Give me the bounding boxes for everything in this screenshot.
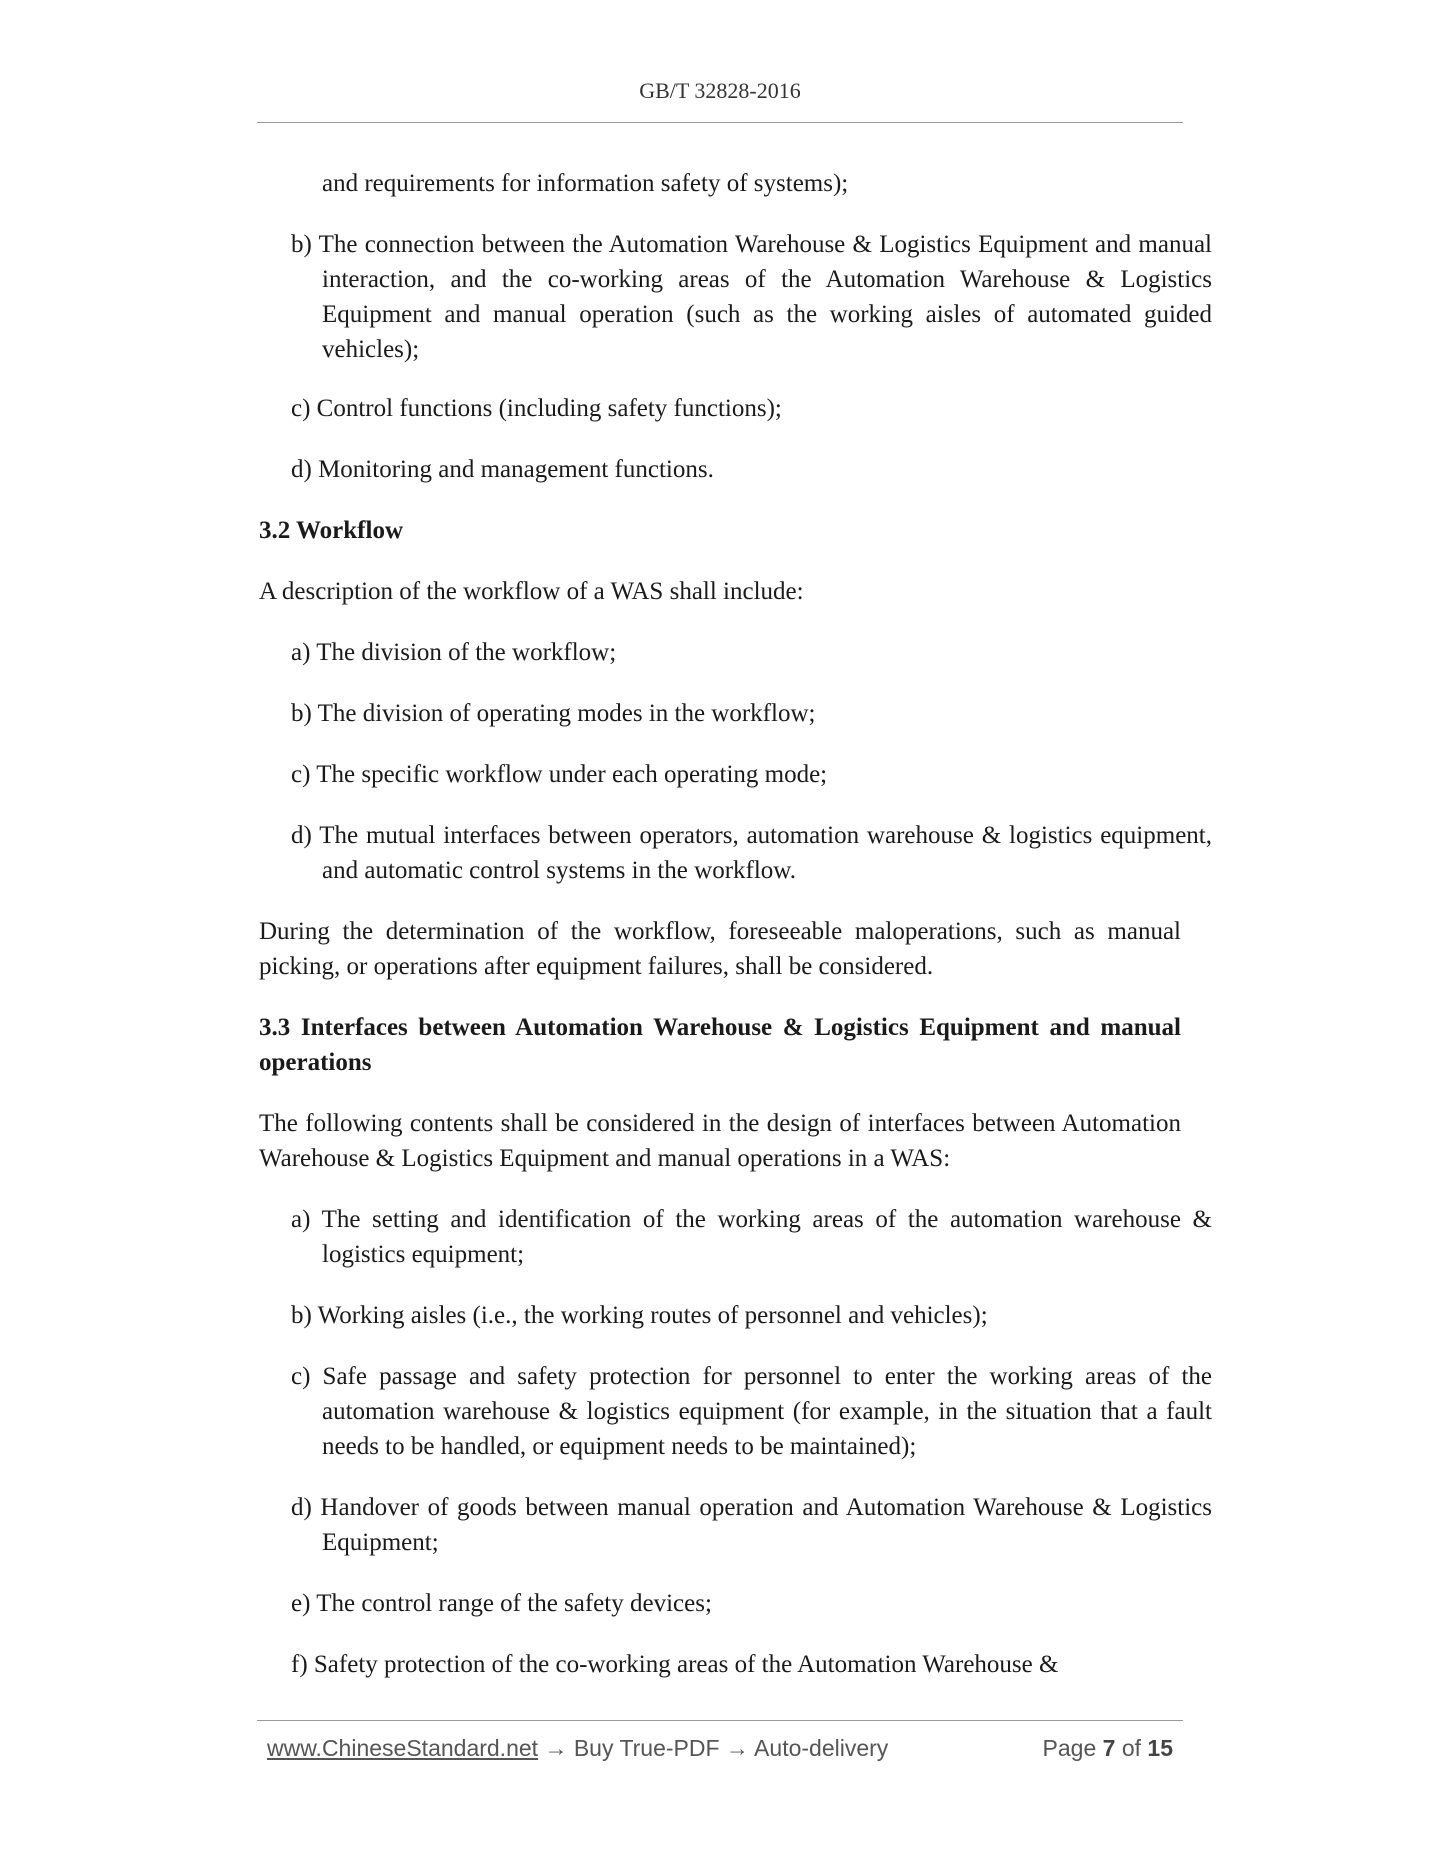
workflow-note: During the determination of the workflow, foreseeable maloperations, such as manual picking, or operations after equipment failures, shall be considered. <box>259 918 1181 980</box>
workflow-item-a: a) The division of the workflow; <box>291 639 617 666</box>
list-item-b: b) The connection between the Automation Warehouse & Logistics Equipment and manual interaction, and the co-working areas of the Automation Warehouse & Logistics Equipment and manual operation (such as the working aisles of automated guided vehicles); <box>291 231 1212 363</box>
page-indicator <box>1043 1735 1173 1762</box>
interface-item-f: f) Safety protection of the co-working areas of the Automation Warehouse & <box>291 1651 1059 1678</box>
interface-item-b: b) Working aisles (i.e., the working routes of personnel and vehicles); <box>291 1302 988 1329</box>
page-header: GB/T 32828-2016 <box>639 78 801 103</box>
of-label: of <box>1121 1735 1142 1761</box>
workflow-item-c: c) The specific workflow under each operating mode; <box>291 761 828 788</box>
current-page-number: 7 <box>1102 1735 1116 1761</box>
website-link[interactable]: www.ChineseStandard.net <box>267 1735 539 1761</box>
section-heading-3-2: 3.2 Workflow <box>259 517 403 544</box>
list-item-d: d) Monitoring and management functions. <box>291 456 714 483</box>
workflow-item-d: d) The mutual interfaces between operators, automation warehouse & logistics equipment, and automatic control systems in the workflow. <box>291 822 1212 884</box>
header-divider <box>257 122 1183 123</box>
section-3-3-intro: The following contents shall be considered in the design of interfaces between Automation Warehouse & Logistics Equipment and manual operations in a WAS: <box>259 1110 1181 1172</box>
page-footer <box>267 1735 1173 1762</box>
workflow-item-b: b) The division of operating modes in the workflow; <box>291 700 816 727</box>
continued-list-item: and requirements for information safety of systems); <box>322 170 849 197</box>
list-item-c: c) Control functions (including safety functions); <box>291 395 782 422</box>
interface-item-d: d) Handover of goods between manual operation and Automation Warehouse & Logistics Equipment; <box>291 1494 1212 1556</box>
section-heading-3-3: 3.3 Interfaces between Automation Warehouse & Logistics Equipment and manual operations <box>259 1014 1181 1076</box>
page-label: Page <box>1042 1735 1097 1761</box>
section-3-2-intro: A description of the workflow of a WAS shall include: <box>259 578 804 605</box>
interface-item-a: a) The setting and identification of the working areas of the automation warehouse & logistics equipment; <box>291 1206 1212 1268</box>
interface-item-e: e) The control range of the safety devices; <box>291 1590 712 1617</box>
total-pages: 15 <box>1147 1735 1173 1761</box>
footer-nav-text: → Buy True-PDF → Auto-delivery <box>538 1735 889 1761</box>
footer-divider <box>257 1720 1183 1721</box>
interface-item-c: c) Safe passage and safety protection for personnel to enter the working areas of the automation warehouse & logistics equipment (for example, in the situation that a fault needs to be handled, or equipment needs to be maintained); <box>291 1363 1212 1460</box>
